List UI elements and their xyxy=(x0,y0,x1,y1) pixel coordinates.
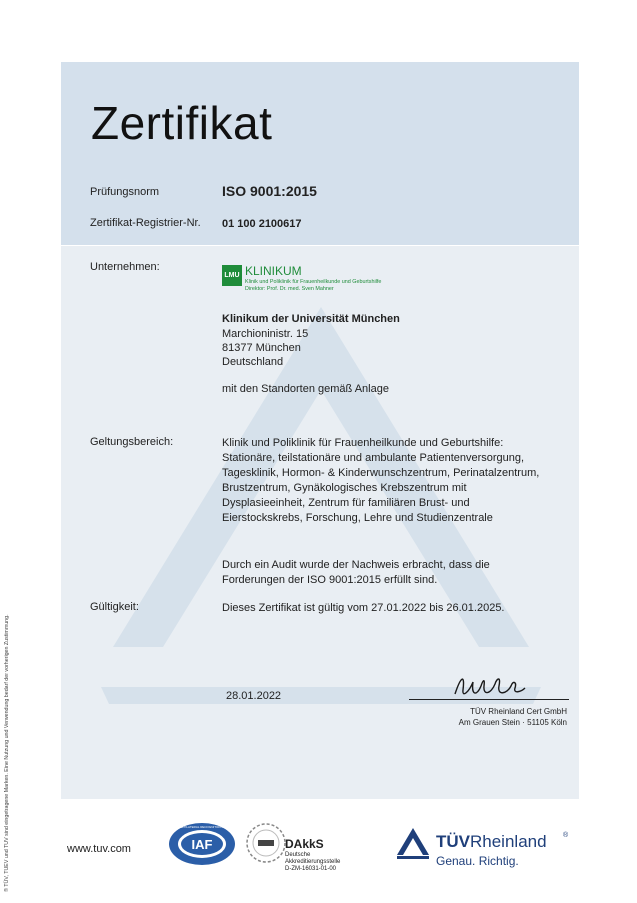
website-link[interactable]: www.tuv.com xyxy=(67,843,131,855)
tuv-triangle-icon xyxy=(396,827,430,859)
validity-value: Dieses Zertifikat ist gültig vom 27.01.2022 bis 26.01.2025. xyxy=(222,602,505,614)
audit-line: Durch ein Audit wurde der Nachweis erbracht, dass die xyxy=(222,559,490,571)
address-country: Deutschland xyxy=(222,356,284,368)
dakks-sub: Akkreditierungsstelle xyxy=(285,859,341,865)
logo-name: KLINIKUM xyxy=(245,264,302,278)
dakks-logo xyxy=(245,822,287,869)
sites-note: mit den Standorten gemäß Anlage xyxy=(222,383,389,395)
iaf-ring-text: MEMBER OF MULTILATERAL RECOGNITION ARRANGEMENT xyxy=(158,825,246,829)
signature-line xyxy=(409,699,569,700)
certificate-sheet xyxy=(61,62,579,799)
validity-label: Gültigkeit: xyxy=(90,601,139,613)
scope-line: Tagesklinik, Hormon- & Kinderwunschzentrum, Perinatalzentrum, xyxy=(222,467,540,479)
address-city: 81377 München xyxy=(222,342,301,354)
scope-line: Dysplasieeinheit, Zentrum für familiären Brust- und xyxy=(222,497,470,509)
dakks-sub: Deutsche xyxy=(285,852,311,858)
logo-subtitle-2: Direktor: Prof. Dr. med. Sven Mahner xyxy=(245,286,334,292)
tuv-registered-mark: ® xyxy=(563,832,569,839)
tuv-slogan: Genau. Richtig. xyxy=(436,854,519,868)
scope-line: Brustzentrum, Gynäkologisches Krebszentrum mit xyxy=(222,482,467,494)
company-label: Unternehmen: xyxy=(90,261,160,273)
trademark-note: ® TÜV, TUEV und TUV sind eingetragene Marken. Eine Nutzung und Verwendung bedarf der vorherigen Zustimmung. xyxy=(4,614,10,892)
address-street: Marchioninistr. 15 xyxy=(222,328,309,340)
registry-value: 01 100 2100617 xyxy=(222,218,302,230)
logo-subtitle-1: Klinik und Poliklinik für Frauenheilkunde und Geburtshilfe xyxy=(245,279,382,285)
company-name: Klinikum der Universität München xyxy=(222,313,400,325)
tuv-brand xyxy=(436,832,547,852)
iaf-logo xyxy=(158,822,246,871)
standard-label: Prüfungsnorm xyxy=(90,186,160,198)
tuv-brand-bold: TÜV xyxy=(436,832,470,851)
standard-value: ISO 9001:2015 xyxy=(222,183,317,199)
issue-date: 28.01.2022 xyxy=(226,690,282,702)
scope-label: Geltungsbereich: xyxy=(90,436,174,448)
scope-line: Klinik und Poliklinik für Frauenheilkunde und Geburtshilfe: xyxy=(222,437,504,449)
issuer-address: Am Grauen Stein · 51105 Köln xyxy=(458,718,567,727)
signature-image xyxy=(451,672,531,702)
lmu-badge: LMU xyxy=(222,265,242,286)
tuv-brand-rest: Rheinland xyxy=(470,832,547,851)
scope-line: Stationäre, teilstationäre und ambulante Patientenversorgung, xyxy=(222,452,525,464)
dakks-sub: D-ZM-16031-01-00 xyxy=(285,866,337,872)
scope-line: Eierstockskrebs, Forschung, Lehre und Studienzentrale xyxy=(222,512,493,524)
dakks-name: DAkkS xyxy=(285,837,324,851)
certificate-title: Zertifikat xyxy=(91,97,273,149)
audit-line: Forderungen der ISO 9001:2015 erfüllt sind. xyxy=(222,574,438,586)
iaf-text: IAF xyxy=(191,837,213,852)
registry-label: Zertifikat-Registrier-Nr. xyxy=(90,217,201,229)
issuer-name: TÜV Rheinland Cert GmbH xyxy=(470,707,567,716)
